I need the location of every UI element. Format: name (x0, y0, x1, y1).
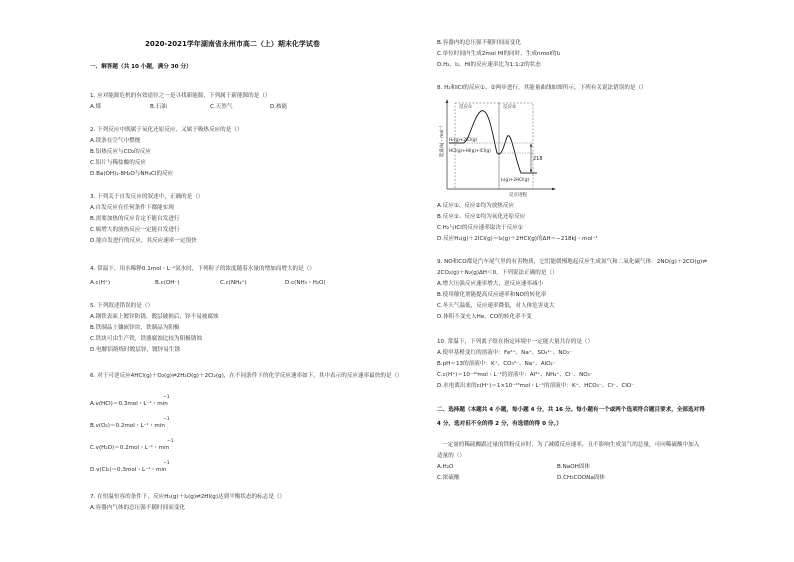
q7-option-b: B.容器内的总压强不随时间而变化 (437, 40, 521, 46)
q6-unit-superscript: −1 (167, 439, 174, 444)
q3-option-a: A.自发反应在任何条件下都能实现 (90, 205, 174, 211)
q1-option-a: A.煤 (90, 104, 102, 110)
q10-option-a: A.使甲基橙变红的溶液中：Fe²⁺、Na⁺、SO₄²⁻、NO₃⁻ (437, 350, 573, 356)
q4-option-a: A.c(H⁺) (90, 280, 111, 286)
section1-heading: 一、解答题（共 10 小题，满分 30 分） (90, 64, 192, 70)
q8-option-c: C.H₂与ICl的反应速率取决于反应① (437, 225, 523, 231)
q9-option-c: C.冬天气温低，反应速率降低，对人体危害更大 (437, 303, 555, 309)
q5-option-a: A.钢铁表面上镀锌防锈，镀层破损后，锌不易被腐蚀 (90, 314, 219, 320)
q8-stem: 8. H₂和ICl的反应①、②两步进行，其能量曲线如图所示，下列有关说法错误的是（） (437, 85, 647, 91)
q4-stem: 4. 常温下，用水稀释0.1mol・L⁻¹氨水时，下列粒子的浓度随着水量的增加而增大的是（） (90, 266, 315, 272)
q9-option-b: B.使用催化剂能提高反应速率和NO的转化率 (437, 292, 547, 298)
q5-option-c: C.铁块可由生产铁，铁器腐蚀比较为阳极锈蚀 (90, 336, 202, 342)
q11-stem: 一定量的稀硫酸跟过量的铁粉反应时，为了减缓反应速率，且不影响生成氢气的总量，可向稀硫酸中加入 (442, 442, 700, 448)
q8-option-a: A.反应①、反应②均为放热反应 (437, 203, 515, 209)
q4-option-b: B.c(OH⁻) (155, 280, 180, 286)
q9-stem-cont: 2CO₂(g)＋N₂(g)ΔH＜0，下列说法正确的是（） (437, 270, 558, 276)
delta-h-label: 218 (533, 156, 543, 162)
state1-label: H₂(g)+2ICl(g) (449, 137, 478, 142)
q3-option-c: C.熵增大的放热反应一定能自发进行 (90, 227, 180, 233)
step2-label: 反应② (503, 105, 517, 110)
q1-option-d: D.核能 (270, 104, 288, 110)
q5-stem: 5. 下列叙述错误的是（） (90, 303, 154, 309)
q8-option-d: D.反应H₂(g)＋2ICl(g)＝I₂(g)＋2HCl(g)的ΔH＝−218kJ・mol⁻¹ (437, 236, 598, 242)
q2-option-d: D.Ba(OH)₂·8H₂O与NH₄Cl的反应 (90, 171, 174, 177)
q11-stem-cont: 适量的（） (437, 453, 465, 459)
q1-option-c: C.天然气 (210, 104, 233, 110)
q11-option-d: D.CH₃COONa固体 (557, 475, 605, 481)
q10-stem: 10. 常温下，下列离子组在指定环境中一定能大量共存的是（） (437, 339, 594, 345)
q2-option-a: A.镁条在空气中燃烧 (90, 138, 141, 144)
q4-option-c: C.c(NH₄⁺) (220, 280, 247, 286)
section2-heading: 二、选择题（本题共 4 小题，每小题 4 分，共 16 分。每小题有一个或两个选项符合题目要求，全部选对得 (437, 407, 705, 413)
state2-label: HCl(g)+HI(g)+ICl(g) (449, 148, 491, 153)
y-axis-label: 能量/kJ・mol⁻¹ (440, 125, 445, 157)
section2-heading-cont: 4 分，选对但不全的得 2 分，有选错的得 0 分。） (437, 421, 562, 427)
q10-option-b: B.pH＝13的溶液中：K⁺、CO₃²⁻、Na⁺、AlO₂⁻ (437, 361, 556, 367)
q7-stem: 7. 在恒温恒容的条件下，反应H₂(g)＋I₂(g)⇌2HI(g)达到平衡状态的标志是（） (90, 494, 286, 500)
q2-option-c: C.铝片与稀盐酸的反应 (90, 160, 147, 166)
q1-option-b: B.石油 (150, 104, 167, 110)
q9-stem: 9. NO和CO都是汽车尾气里的有害物质，它们能缓慢地起反应生成氮气和二氧化碳气体：2NO(g)＋2CO(g)⇌ (437, 259, 707, 265)
q11-option-a: A.H₂O (437, 464, 454, 470)
q9-option-d: D.体积不变充入He，CO的转化率不变 (437, 314, 532, 320)
x-axis-label: 反应进程 (509, 193, 527, 198)
state3-label: I₂(g)+2HCl(g) (501, 177, 530, 182)
q8-option-b: B.反应①、反应②均为氧化还原反应 (437, 214, 526, 220)
q6-option-a: A.v(HCl)＝0.3mol・L⁻¹・min (90, 401, 168, 407)
q11-option-c: C.浓硫酸 (437, 475, 460, 481)
q3-stem: 3. 下列关于自发反应的叙述中，正确的是（） (90, 194, 204, 200)
q6-option-d: D.v(Cl₂)＝0.3mol・L⁻¹・min (90, 467, 167, 473)
q11-option-b: B.NaOH固体 (557, 464, 591, 470)
q2-option-b: B.铝热反应与CO₂的反应 (90, 149, 151, 155)
q7-option-c: C.单位时间内生成2mol HI的同时，生成nmol的I₂ (437, 51, 561, 57)
q10-option-c: C.c(H⁺)＝10⁻¹⁰mol・L⁻¹的溶液中：Al³⁺、NH₄⁺、Cl⁻、NO₃⁻ (437, 372, 593, 378)
q5-option-d: D.电解铝熔炼时镀层锌，镀锌易生锈 (90, 347, 180, 353)
q5-option-b: B.铁制品上镶嵌锌块，铁制品为阳极 (90, 325, 180, 331)
q6-unit-superscript: −1 (163, 461, 170, 466)
q7-option-a: A.容器内气体的总压强不随时间而变化 (90, 505, 186, 511)
q6-stem: 6. 对于可逆反应4HCl(g)＋O₂(g)⇌2H₂O(g)＋2Cl₂(g)，在不同条件下的化学反应速率如下，其中表示的反应速率最快的是（） (90, 373, 403, 379)
q4-option-d: D.c(NH₃・H₂O) (285, 280, 326, 286)
q6-unit-superscript: −1 (163, 395, 170, 400)
q10-option-d: D.水电离出来的c(H⁺)＝1×10⁻¹³mol・L⁻¹的溶液中：K⁺、HCO₃⁻、Cl⁻、ClO⁻ (437, 383, 635, 389)
q6-option-c: C.v(H₂O)＝0.2mol・L⁻¹・min (90, 445, 170, 451)
q3-option-d: D.能自发进行的反应，其反应速率一定很快 (90, 238, 197, 244)
energy-diagram (437, 97, 557, 201)
q6-unit-superscript: −1 (163, 417, 170, 422)
q1-stem: 1. 应对能源危机的有效途径之一是寻找新能源，下列属于新能源的是（） (90, 93, 271, 99)
step1-label: 反应① (459, 105, 473, 110)
page-title: 2020-2021学年湖南省永州市高二（上）期末化学试卷 (145, 40, 320, 48)
q9-option-a: A.增大压强反应速率增大，逆反应速率减小 (437, 281, 544, 287)
q6-option-b: B.v(O₂)＝0.2mol・L⁻¹・min (90, 423, 165, 429)
q7-option-d: D.H₂、I₂、HI的反应速率比为1:1:2的状态 (437, 62, 541, 68)
q2-stem: 2. 下列反应中既属于氧化还原反应，又属于吸热反应的是（） (90, 127, 243, 133)
q3-option-b: B.需要加热的反应肯定不能自发进行 (90, 216, 180, 222)
